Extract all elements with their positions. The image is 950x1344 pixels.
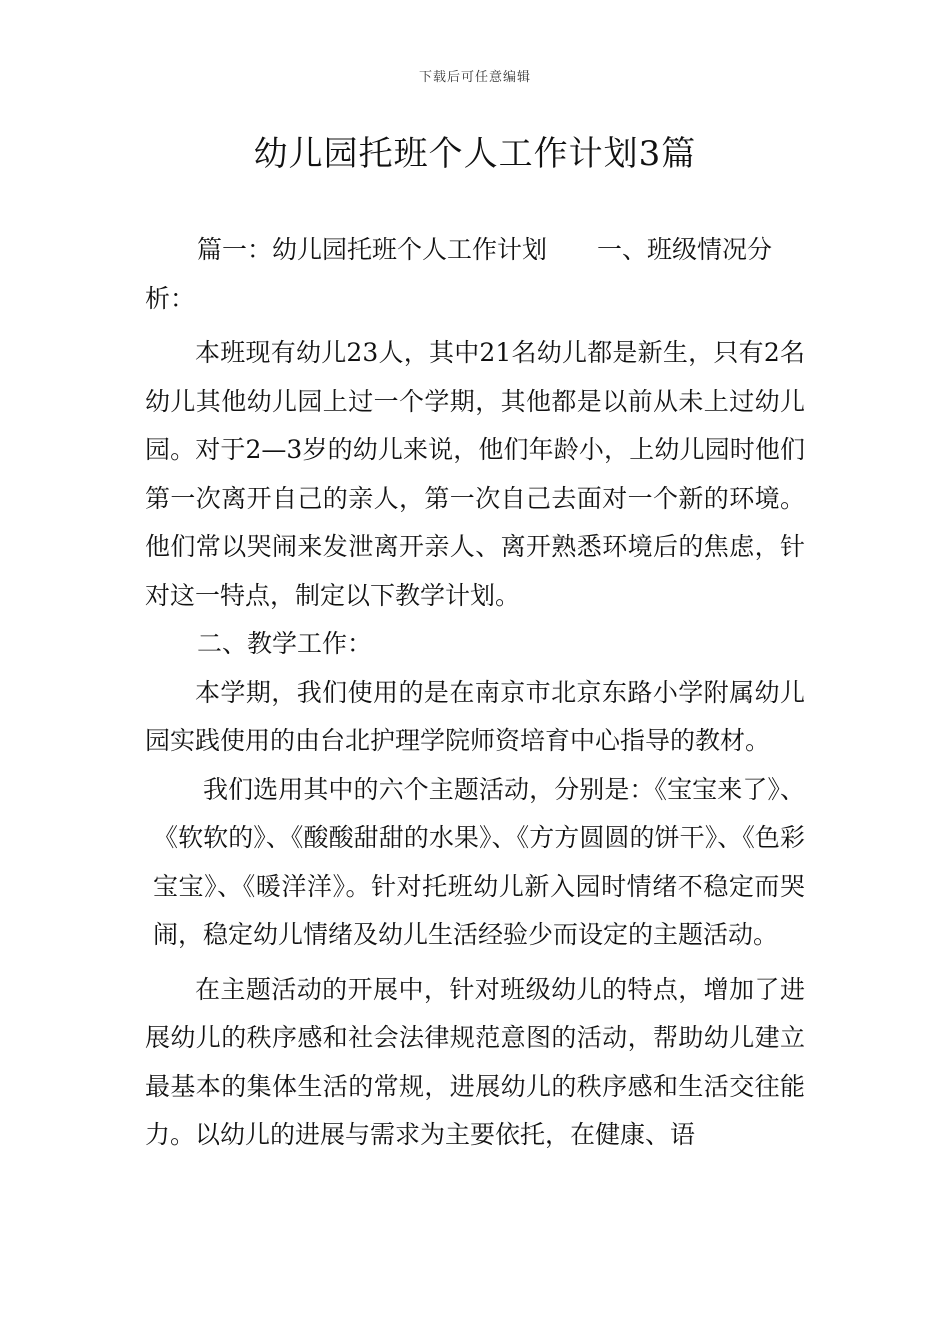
header-note: 下载后可任意编辑 bbox=[418, 70, 531, 85]
document-title: 幼儿园托班个人工作计划3篇 bbox=[253, 134, 697, 174]
paragraph-theme-activities: 我们选用其中的六个主题活动，分别是：《宝宝来了》、《软软的》、《酸酸甜甜的水果》、《方方圆圆的饼干》、《色彩宝宝》、《暖洋洋》。针对托班幼儿新入园时情绪不稳定而哭闹，稳定幼儿情绪及幼儿生活经验少而设定的主题活动。 bbox=[153, 774, 805, 949]
intro-line: 篇一：幼儿园托班个人工作计划 一、班级情况分 bbox=[197, 235, 773, 264]
paragraph-class-situation: 本班现有幼儿23人，其中21名幼儿都是新生，只有2名幼儿其他幼儿园上过一个学期，其他都是以前从未上过幼儿园。对于2—3岁的幼儿来说，他们年龄小，上幼儿园时他们第一次离开自己的亲人，第一次自己去面对一个新的环境。他们常以哭闹来发泄离开亲人、离开熟悉环境后的焦虑，针对这一特点，制定以下教学计划。 bbox=[145, 338, 805, 610]
paragraph-theme-development: 在主题活动的开展中，针对班级幼儿的特点，增加了进展幼儿的秩序感和社会法律规范意图的活动，帮助幼儿建立最基本的集体生活的常规，进展幼儿的秩序感和生活交往能力。以幼儿的进展与需求为主要依托，在健康、语 bbox=[145, 974, 805, 1149]
intro-line-continued: 析： bbox=[145, 283, 196, 313]
section-heading-teaching: 二、教学工作： bbox=[197, 629, 373, 658]
document-body bbox=[145, 226, 805, 1160]
paragraph-teaching-materials: 本学期，我们使用的是在南京市北京东路小学附属幼儿园实践使用的由台北护理学院师资培育中心指导的教材。 bbox=[145, 677, 805, 755]
